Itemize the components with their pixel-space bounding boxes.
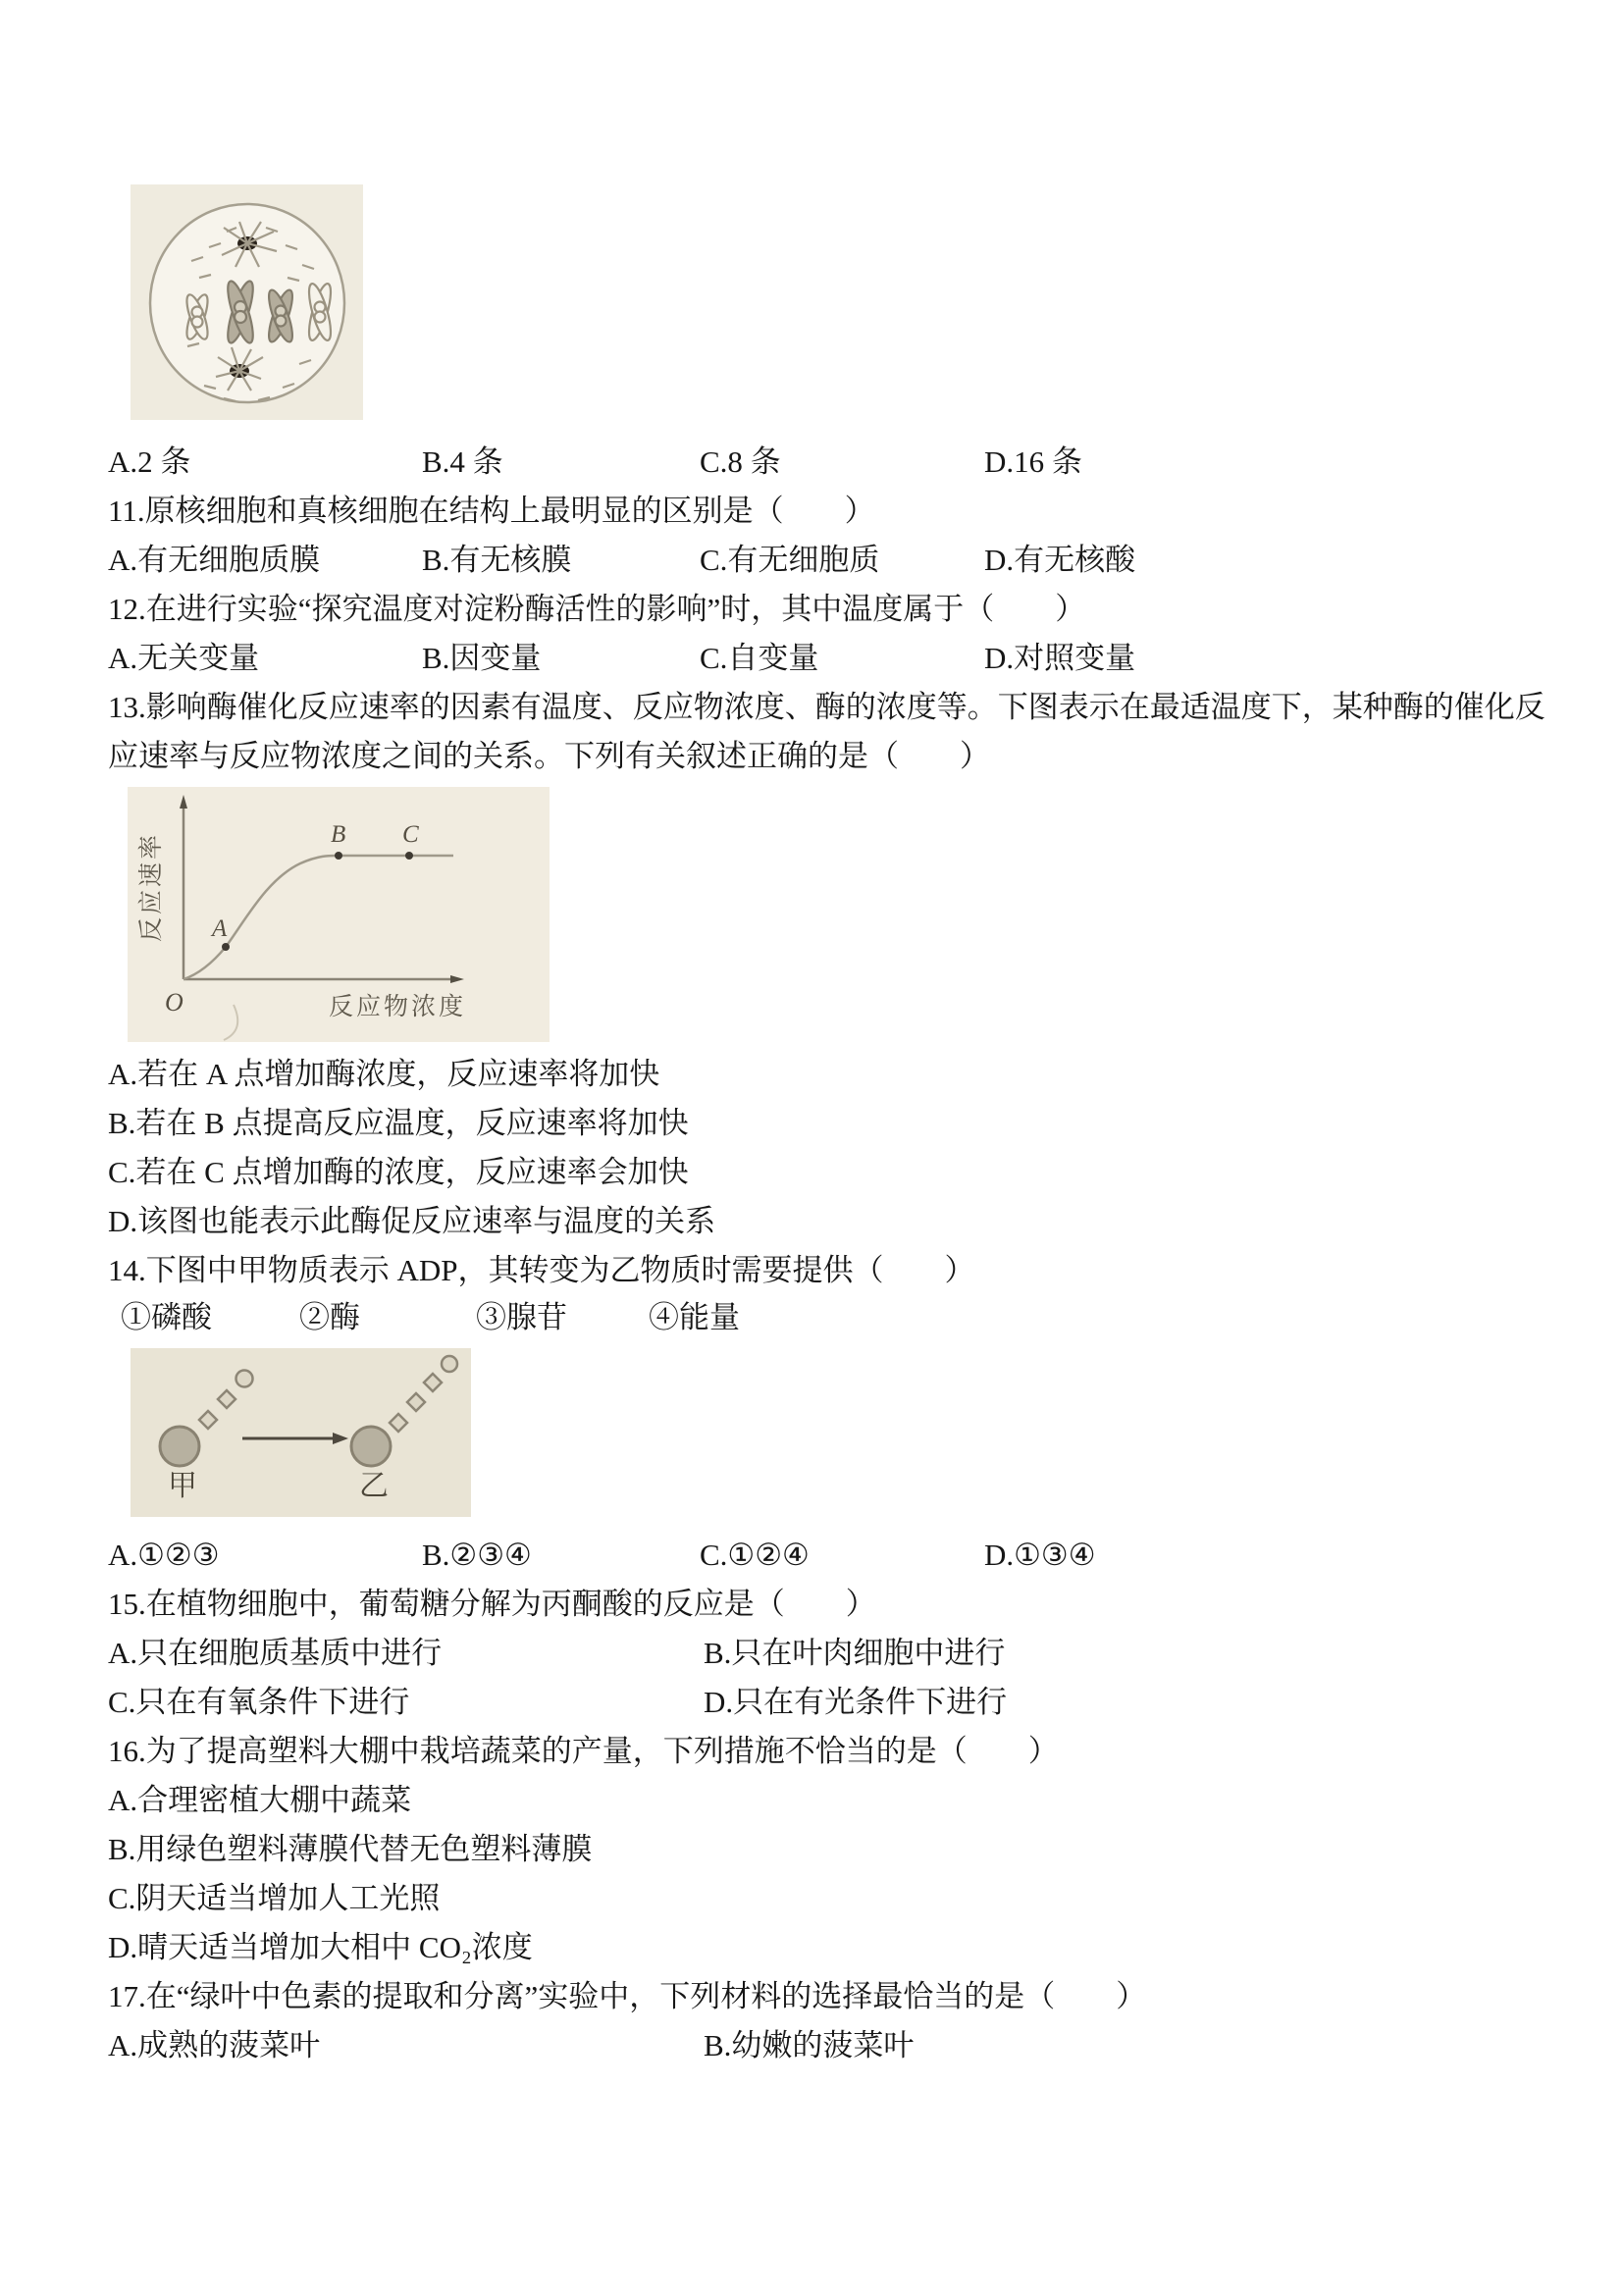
- y-axis-label: 反应速率: [138, 831, 165, 942]
- q14-options-row: [108, 1531, 1560, 1580]
- q10-options-row: [108, 438, 1560, 487]
- q14-option-b: B.②③④: [422, 1538, 532, 1572]
- adp-atp-figure: [131, 1348, 471, 1517]
- point-b-dot: [335, 852, 342, 860]
- q13-text-line2: 应速率与反应物浓度之间的关系。下列有关叙述正确的是（ ）: [108, 739, 990, 773]
- q16-option-a: A.合理密植大棚中蔬菜: [108, 1783, 412, 1817]
- q15-option-d: D.只在有光条件下进行: [704, 1685, 1008, 1719]
- q12-options-row: [108, 634, 1560, 683]
- exam-content: [108, 182, 1560, 2070]
- q11-option-d: D.有无核酸: [984, 543, 1136, 577]
- q13-option-d: D.该图也能表示此酶促反应速率与温度的关系: [108, 1204, 716, 1238]
- q15-option-a: A.只在细胞质基质中进行: [108, 1636, 443, 1670]
- q12-option-c: C.自变量: [700, 641, 819, 675]
- q16-text: 16.为了提高塑料大棚中栽培蔬菜的产量，下列措施不恰当的是（ ）: [108, 1734, 1059, 1768]
- point-b-label: B: [331, 821, 346, 848]
- q14-items-row: [108, 1295, 1560, 1340]
- origin-label: O: [165, 988, 183, 1017]
- q10-option-a: A.2 条: [108, 444, 191, 479]
- q14-option-c: C.①②④: [700, 1538, 810, 1572]
- adenosine-circle: [160, 1427, 199, 1466]
- q10-option-d: D.16 条: [984, 444, 1082, 479]
- q16-option-d: D.晴天适当增加大相中 CO₂浓度: [108, 1930, 533, 1964]
- q13-option-c: C.若在 C 点增加酶的浓度，反应速率会加快: [108, 1155, 689, 1189]
- q16-option-c: C.阴天适当增加人工光照: [108, 1881, 441, 1915]
- q11-option-a: A.有无细胞质膜: [108, 543, 321, 577]
- q15-option-b: B.只在叶肉细胞中进行: [704, 1636, 1006, 1670]
- q17-option-a: A.成熟的菠菜叶: [108, 2028, 321, 2062]
- q17-option-b: B.幼嫩的菠菜叶: [704, 2028, 915, 2062]
- q13-option-b: B.若在 B 点提高反应温度，反应速率将加快: [108, 1106, 689, 1140]
- q14-item-4: ④能量: [649, 1300, 740, 1334]
- q13-option-a: A.若在 A 点增加酶浓度，反应速率将加快: [108, 1057, 660, 1091]
- q15-options-row-1: [108, 1629, 1560, 1678]
- point-a-dot: [222, 943, 230, 951]
- q13-text-line1: 13.影响酶催化反应速率的因素有温度、反应物浓度、酶的浓度等。下图表示在最适温度下，某种酶的催化反: [108, 690, 1545, 724]
- q11-option-c: C.有无细胞质: [700, 543, 880, 577]
- q14-item-3: ③腺苷: [476, 1300, 567, 1334]
- point-c-label: C: [402, 821, 419, 848]
- x-axis-label: 反应物浓度: [329, 994, 467, 1020]
- q15-option-c: C.只在有氧条件下进行: [108, 1685, 410, 1719]
- q14-option-d: D.①③④: [984, 1538, 1096, 1572]
- right-molecule-label: 乙: [359, 1470, 389, 1502]
- mitosis-cell-figure: [131, 184, 363, 420]
- end-ring: [236, 1371, 253, 1387]
- q12-text: 12.在进行实验“探究温度对淀粉酶活性的影响”时，其中温度属于（ ）: [108, 592, 1086, 626]
- enzyme-rate-chart: [128, 787, 550, 1042]
- q11-option-b: B.有无核膜: [422, 543, 572, 577]
- q11-options-row: [108, 536, 1560, 585]
- q16-option-b: B.用绿色塑料薄膜代替无色塑料薄膜: [108, 1832, 593, 1866]
- q17-text: 17.在“绿叶中色素的提取和分离”实验中，下列材料的选择最恰当的是（ ）: [108, 1979, 1147, 2013]
- q15-text: 15.在植物细胞中，葡萄糖分解为丙酮酸的反应是（ ）: [108, 1587, 876, 1621]
- point-c-dot: [405, 852, 413, 860]
- end-ring: [442, 1356, 457, 1372]
- left-molecule-label: 甲: [168, 1470, 197, 1502]
- q12-option-a: A.无关变量: [108, 641, 260, 675]
- q12-option-b: B.因变量: [422, 641, 542, 675]
- adenosine-circle: [351, 1427, 391, 1466]
- q14-option-a: A.①②③: [108, 1538, 220, 1572]
- q14-item-1: ①磷酸: [121, 1300, 212, 1334]
- q15-options-row-2: [108, 1678, 1560, 1727]
- point-a-label: A: [212, 915, 228, 942]
- q14-item-2: ②酶: [299, 1300, 360, 1334]
- q14-text: 14.下图中甲物质表示 ADP，其转变为乙物质时需要提供（ ）: [108, 1253, 975, 1287]
- q11-text: 11.原核细胞和真核细胞在结构上最明显的区别是（ ）: [108, 494, 875, 528]
- q17-options-row: [108, 2021, 1560, 2070]
- q10-option-c: C.8 条: [700, 444, 781, 479]
- q12-option-d: D.对照变量: [984, 641, 1136, 675]
- q10-option-b: B.4 条: [422, 444, 503, 479]
